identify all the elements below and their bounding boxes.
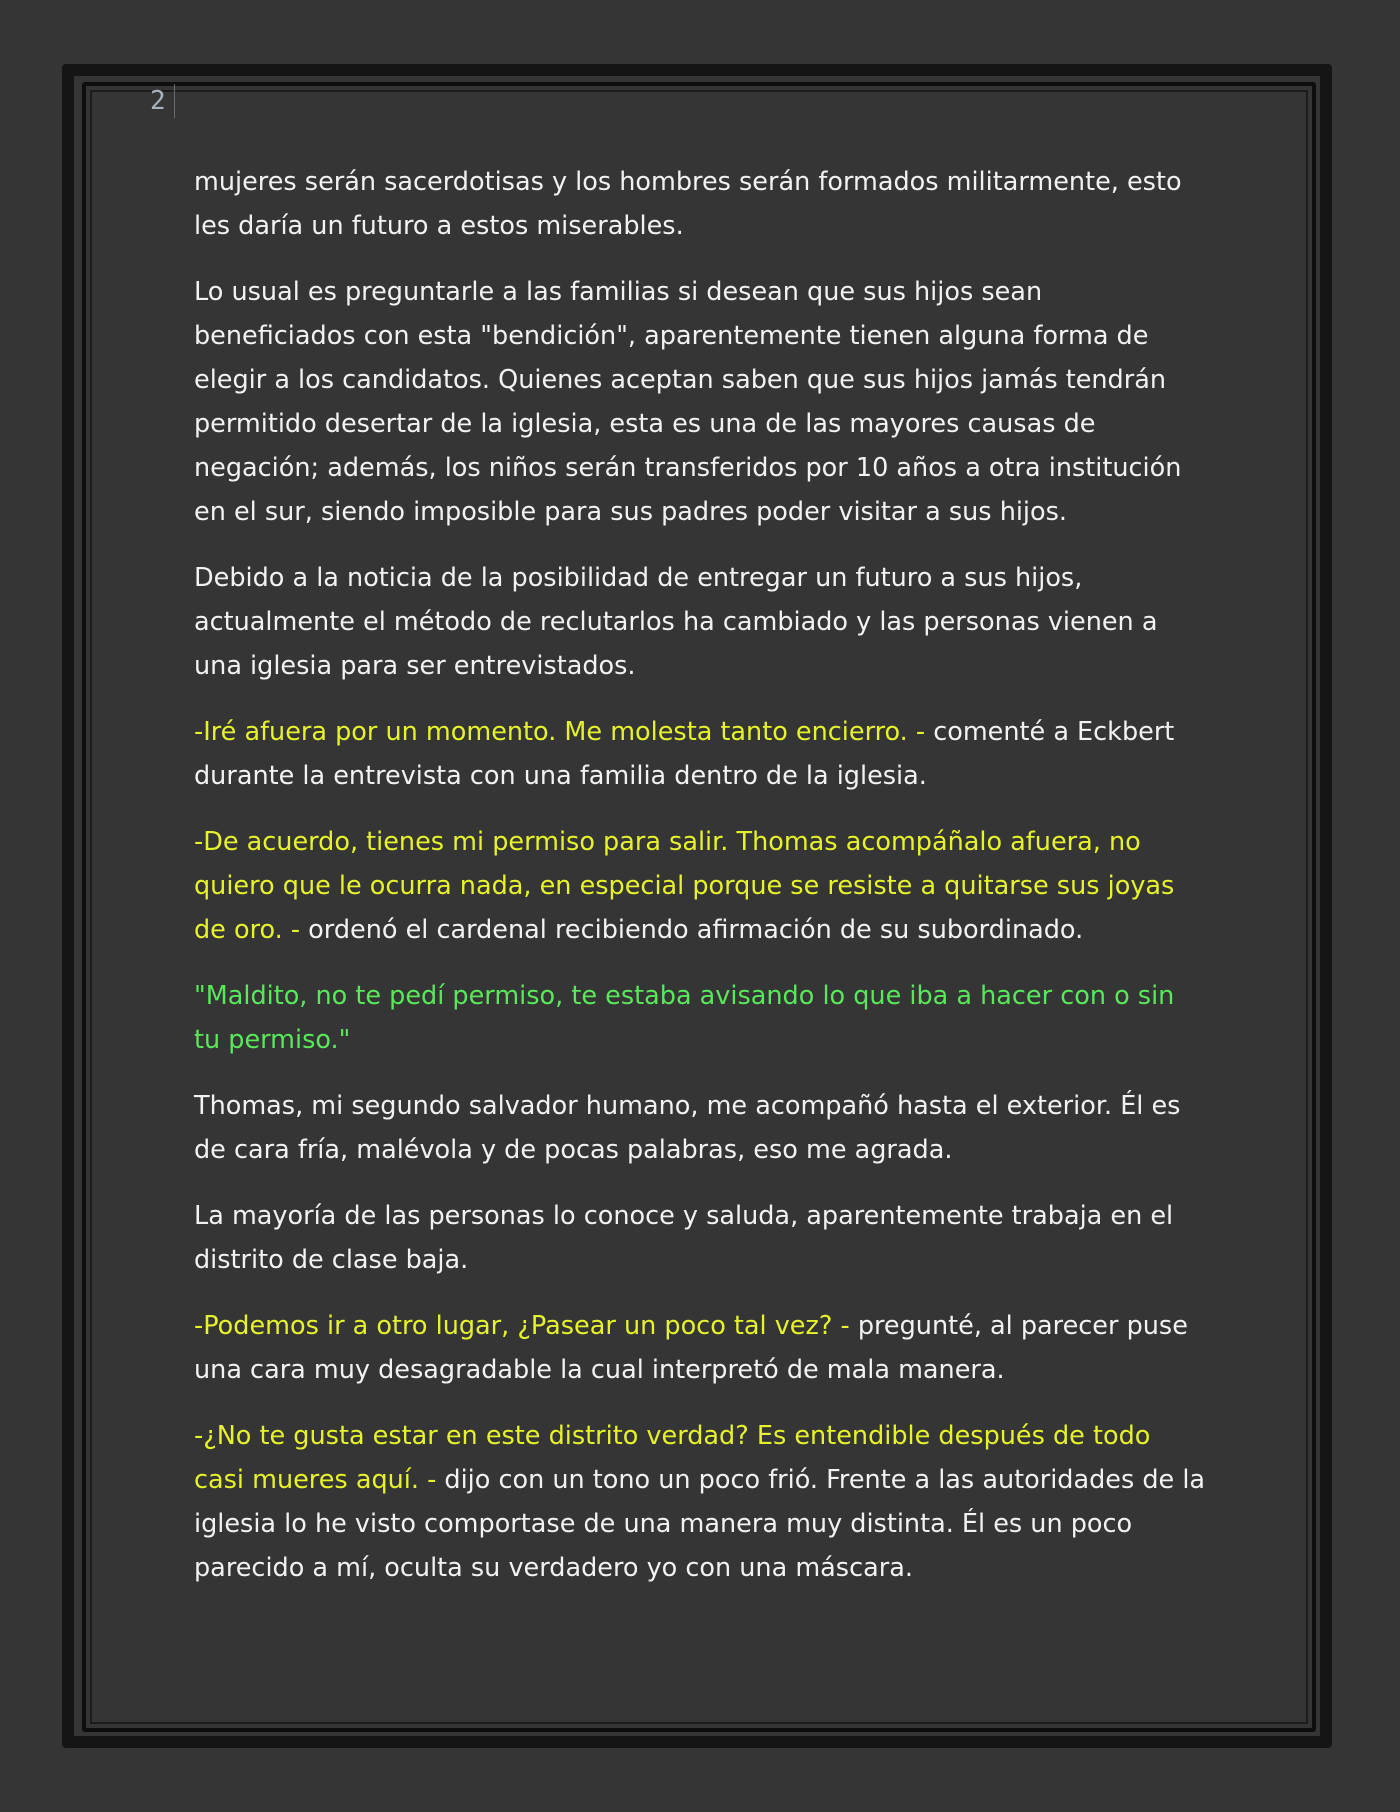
dialogue-text: -De acuerdo, tienes mi permiso para salir. Thomas acompáñalo afuera, no quiero que le ocurra nada, en especial porque se resiste a quitarse sus joyas de oro. - [194,827,1175,945]
narration-text: ordenó el cardenal recibiendo afirmación de su subordinado. [300,915,1084,945]
narration-text: comenté a Eckbert durante la entrevista con una familia dentro de la iglesia. [194,717,1175,791]
document-body [194,160,1206,1612]
dialogue-text: -Iré afuera por un momento. Me molesta tanto encierro. - [194,717,926,747]
paragraph [194,820,1206,952]
paragraph [194,270,1206,534]
narration-text: Debido a la noticia de la posibilidad de entregar un futuro a sus hijos, actualmente el método de reclutarlos ha cambiado y las personas vienen a una iglesia para ser entrevistados. [194,563,1158,681]
narration-text: La mayoría de las personas lo conoce y saluda, aparentemente trabaja en el distrito de clase baja. [194,1201,1174,1275]
paragraph [194,1084,1206,1172]
paragraph [194,160,1206,248]
thought-text: "Maldito, no te pedí permiso, te estaba avisando lo que iba a hacer con o sin tu permiso." [194,981,1175,1055]
narration-text: Lo usual es preguntarle a las familias si desean que sus hijos sean beneficiados con esta "bendición", aparentemente tienen alguna forma de elegir a los candidatos. Quienes aceptan saben que sus hijos jamás tendrán permitido desertar de la iglesia, esta es una de las mayores causas de negación; además, los niños serán transferidos por 10 años a otra institución en el sur, siendo imposible para sus padres poder visitar a sus hijos. [194,277,1182,527]
paragraph [194,1414,1206,1590]
narration-text: dijo con un tono un poco frió. Frente a las autoridades de la iglesia lo he visto comportase de una manera muy distinta. Él es un poco parecido a mí, oculta su verdadero yo con una máscara. [194,1465,1206,1583]
paragraph [194,1194,1206,1282]
narration-text: pregunté, al parecer puse una cara muy desagradable la cual interpretó de mala manera. [194,1311,1188,1385]
paragraph [194,710,1206,798]
narration-text: Thomas, mi segundo salvador humano, me acompañó hasta el exterior. Él es de cara fría, malévola y de pocas palabras, eso me agrada. [194,1091,1181,1165]
paragraph [194,1304,1206,1392]
paragraph [194,974,1206,1062]
dialogue-text: -¿No te gusta estar en este distrito verdad? Es entendible después de todo casi mueres aquí. - [194,1421,1151,1495]
dialogue-text: -Podemos ir a otro lugar, ¿Pasear un poco tal vez? - [194,1311,850,1341]
paragraph [194,556,1206,688]
page-number: 2 [150,84,175,118]
narration-text: mujeres serán sacerdotisas y los hombres serán formados militarmente, esto les daría un futuro a estos miserables. [194,167,1182,241]
